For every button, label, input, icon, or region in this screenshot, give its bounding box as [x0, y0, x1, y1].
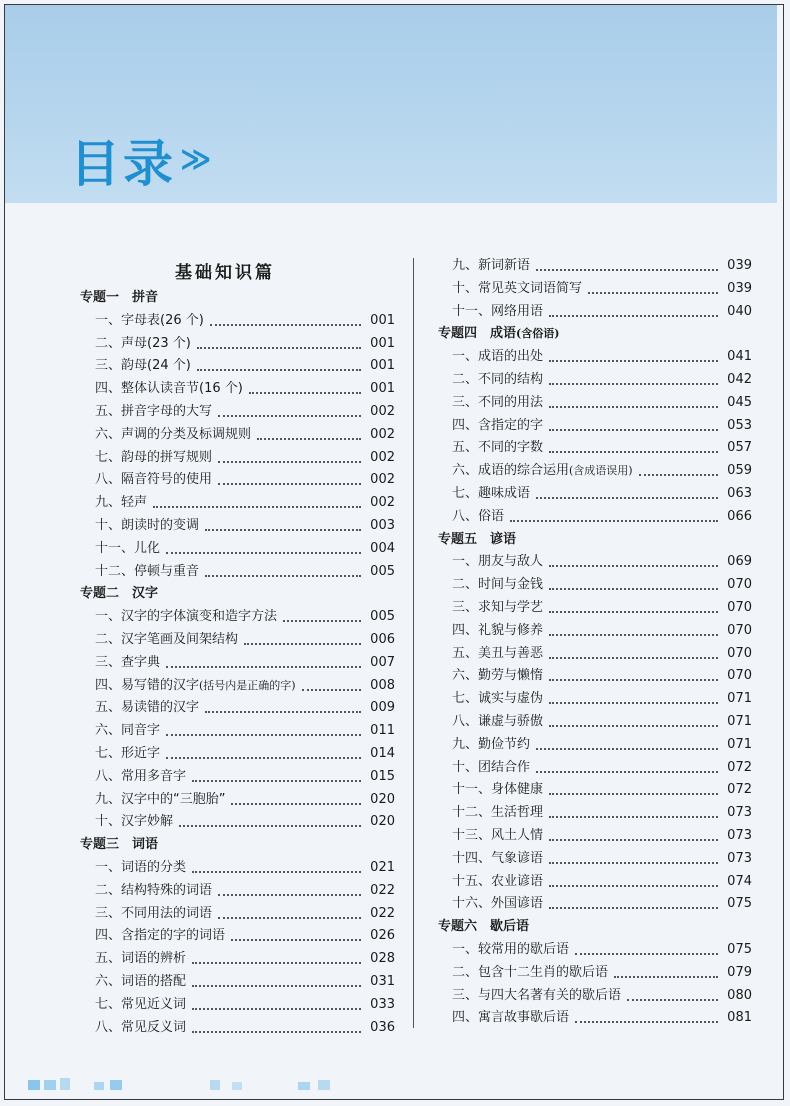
toc-entry — [95, 424, 395, 446]
toc-entry-label: 十三、风土人情 — [452, 828, 544, 843]
toc-entry-label: 九、轻声 — [95, 495, 148, 511]
toc-entry — [452, 369, 752, 391]
toc-page-number: 079 — [727, 964, 752, 980]
toc-entry — [95, 561, 395, 583]
dot-leader — [218, 894, 361, 896]
toc-entry — [95, 994, 395, 1016]
toc-entry — [95, 903, 395, 925]
toc-entry-label: 四、整体认读音节(16 个) — [95, 381, 243, 397]
dot-leader — [549, 588, 718, 590]
toc-entry-label: 八、谦虚与骄傲 — [452, 714, 544, 729]
toc-entry-label: 专题一 拼音 — [80, 290, 159, 305]
toc-entry — [452, 437, 752, 459]
toc-page-number: 070 — [727, 645, 752, 661]
page-title: 目录 — [70, 135, 176, 193]
toc-page-number: 072 — [727, 782, 752, 798]
toc-page-number: 036 — [370, 1019, 395, 1035]
toc-entry — [452, 962, 752, 984]
dot-leader — [549, 611, 718, 613]
toc-entry-label: 十一、网络用语 — [452, 303, 544, 319]
toc-entry — [95, 469, 395, 491]
dot-leader — [244, 643, 361, 645]
toc-entry — [452, 665, 752, 687]
toc-entry — [452, 415, 752, 437]
decorative-square — [110, 1080, 122, 1090]
toc-page-number: 021 — [370, 860, 395, 875]
dot-leader — [166, 757, 361, 759]
toc-page-number: 045 — [727, 394, 752, 410]
dot-leader — [192, 871, 361, 873]
toc-entry — [95, 971, 395, 993]
toc-entry-label: 二、结构特殊的词语 — [95, 882, 213, 898]
toc-page-number: 033 — [370, 996, 395, 1012]
toc-entry-label: 十二、停顿与重音 — [95, 563, 200, 579]
toc-entry-label: 十一、身体健康 — [452, 782, 544, 798]
toc-entry — [452, 506, 752, 528]
toc-entry-label: 九、勤俭节约 — [452, 736, 531, 752]
toc-page-number: 071 — [727, 691, 752, 707]
toc-entry-label: 四、礼貌与修养 — [452, 622, 544, 638]
toc-entry-label: 一、字母表(26 个) — [95, 312, 204, 328]
toc-entry-label: 十、常见英文词语简写 — [452, 280, 583, 296]
toc-page-number: 071 — [727, 714, 752, 729]
toc-entry-note: (含俗语) — [516, 327, 560, 341]
dot-leader — [231, 939, 361, 941]
toc-entry — [95, 766, 395, 788]
toc-entry-label: 专题三 词语 — [80, 837, 159, 853]
toc-entry — [95, 789, 395, 811]
toc-page-number: 008 — [370, 677, 395, 693]
decorative-square — [210, 1080, 220, 1090]
toc-entry — [452, 893, 752, 915]
toc-topic-heading — [80, 583, 395, 605]
dot-leader — [549, 816, 718, 818]
toc-entry-label: 七、形近字 — [95, 746, 161, 761]
dot-leader — [549, 839, 718, 841]
dot-leader — [549, 657, 718, 659]
dot-leader — [257, 438, 361, 440]
toc-entry-label: 四、含指定的字的词语 — [95, 928, 226, 944]
dot-leader — [549, 360, 718, 362]
toc-page-number: 002 — [370, 472, 395, 488]
toc-entry-label: 六、同音字 — [95, 723, 161, 739]
toc-entry — [95, 675, 395, 697]
toc-page-number: 073 — [727, 828, 752, 843]
toc-entry-label: 一、词语的分类 — [95, 860, 187, 875]
toc-entry-label: 三、查字典 — [95, 654, 161, 670]
toc-entry-note: (括号内是正确的字) — [199, 678, 296, 692]
dot-leader — [153, 506, 361, 508]
toc-entry-label: 二、包含十二生肖的歇后语 — [452, 964, 609, 980]
toc-topic-heading — [438, 529, 752, 551]
toc-entry-label: 二、时间与金钱 — [452, 577, 544, 593]
dot-leader — [192, 985, 361, 987]
toc-entry — [95, 697, 395, 719]
toc-page-number: 070 — [727, 600, 752, 615]
toc-entry-label: 七、诚实与虚伪 — [452, 691, 544, 707]
toc-page-number: 004 — [370, 540, 395, 556]
toc-entry-label: 八、隔音符号的使用 — [95, 472, 213, 488]
toc-entry — [95, 538, 395, 560]
toc-entry — [452, 392, 752, 414]
column-divider — [413, 258, 414, 1028]
toc-entry-label: 五、词语的辨析 — [95, 951, 187, 967]
section-heading: 基础知识篇 — [175, 263, 275, 283]
toc-page-number: 053 — [727, 417, 752, 433]
toc-entry — [452, 460, 752, 482]
dot-leader — [549, 315, 718, 317]
toc-entry — [452, 643, 752, 665]
dot-leader — [166, 552, 361, 554]
toc-entry-label: 八、常用多音字 — [95, 768, 187, 784]
decorative-square — [298, 1082, 310, 1090]
toc-entry — [452, 1007, 752, 1029]
toc-page-number: 002 — [370, 404, 395, 419]
toc-page-number: 066 — [727, 508, 752, 524]
toc-page-number: 039 — [727, 280, 752, 296]
dot-leader — [549, 406, 718, 408]
toc-entry — [452, 825, 752, 847]
toc-page-number: 006 — [370, 632, 395, 647]
toc-entry — [95, 652, 395, 674]
dot-leader — [205, 575, 361, 577]
toc-entry-label: 二、汉字笔画及间架结构 — [95, 632, 239, 647]
toc-entry-label: 八、俗语 — [452, 508, 505, 524]
toc-entry — [95, 857, 395, 879]
toc-page-number: 070 — [727, 668, 752, 684]
toc-entry-note: (含成语误用) — [569, 464, 633, 478]
toc-page-number: 026 — [370, 928, 395, 944]
toc-entry-label: 十二、生活哲理 — [452, 805, 544, 821]
toc-entry-label: 专题六 歇后语 — [438, 919, 530, 935]
dot-leader — [549, 725, 718, 727]
dot-leader — [536, 497, 718, 499]
toc-entry-label: 二、不同的结构 — [452, 372, 544, 387]
dot-leader — [549, 885, 718, 887]
toc-entry — [452, 551, 752, 573]
dot-leader — [549, 383, 718, 385]
toc-page-number: 075 — [727, 896, 752, 912]
toc-page-number: 031 — [370, 974, 395, 989]
toc-topic-heading — [438, 916, 752, 938]
toc-entry-label: 六、成语的综合运用 — [452, 463, 570, 479]
toc-page-number: 070 — [727, 622, 752, 638]
decorative-square — [94, 1082, 104, 1090]
toc-entry — [452, 301, 752, 323]
toc-page-number: 040 — [727, 303, 752, 319]
toc-page-number: 074 — [727, 873, 752, 889]
toc-page-number: 009 — [370, 700, 395, 716]
dot-leader — [575, 953, 718, 955]
dot-leader — [192, 1008, 361, 1010]
toc-page-number: 003 — [370, 518, 395, 533]
dot-leader — [588, 292, 718, 294]
toc-entry — [95, 492, 395, 514]
toc-page-number: 073 — [727, 850, 752, 866]
dot-leader — [549, 907, 718, 909]
toc-entry-label: 专题五 谚语 — [438, 531, 517, 547]
toc-topic-heading — [438, 323, 752, 345]
toc-entry-label: 一、汉字的字体演变和造字方法 — [95, 609, 278, 625]
toc-entry — [95, 401, 395, 423]
toc-entry — [452, 734, 752, 756]
toc-page-number: 072 — [727, 759, 752, 775]
toc-page-number: 028 — [370, 951, 395, 967]
toc-page-number: 020 — [370, 814, 395, 830]
toc-entry — [452, 597, 752, 619]
toc-entry — [452, 688, 752, 710]
toc-entry — [452, 278, 752, 300]
dot-leader — [549, 451, 718, 453]
toc-page-number: 022 — [370, 882, 395, 898]
dot-leader — [205, 711, 361, 713]
toc-entry-label: 六、勤劳与懒惰 — [452, 668, 544, 684]
toc-entry — [452, 779, 752, 801]
toc-page-number: 005 — [370, 609, 395, 625]
toc-entry-label: 四、含指定的字 — [452, 417, 544, 433]
toc-page-number: 014 — [370, 746, 395, 761]
toc-entry-label: 八、常见反义词 — [95, 1019, 187, 1035]
toc-page-number: 073 — [727, 805, 752, 821]
dot-leader — [283, 620, 361, 622]
toc-page-number: 081 — [727, 1010, 752, 1026]
toc-entry-label: 三、不同用法的词语 — [95, 905, 213, 921]
decorative-square — [232, 1082, 242, 1090]
dot-leader — [549, 679, 718, 681]
toc-page-number: 002 — [370, 449, 395, 465]
toc-entry — [95, 447, 395, 469]
toc-entry — [95, 948, 395, 970]
dot-leader — [210, 324, 361, 326]
toc-page-number: 001 — [370, 312, 395, 328]
toc-page-number: 075 — [727, 942, 752, 957]
decorative-square — [318, 1080, 330, 1090]
toc-entry-label: 三、韵母(24 个) — [95, 358, 191, 374]
toc-entry — [452, 757, 752, 779]
dot-leader — [218, 483, 361, 485]
toc-entry-label: 十、团结合作 — [452, 759, 531, 775]
dot-leader — [192, 962, 361, 964]
toc-entry — [452, 574, 752, 596]
toc-entry-label: 三、不同的用法 — [452, 394, 544, 410]
toc-entry-label: 一、朋友与敌人 — [452, 554, 544, 570]
dot-leader — [549, 793, 718, 795]
toc-entry — [95, 333, 395, 355]
toc-page-number: 001 — [370, 381, 395, 397]
dot-leader — [249, 392, 361, 394]
toc-page-number: 057 — [727, 440, 752, 456]
toc-topic-heading — [80, 834, 395, 856]
toc-page-number: 070 — [727, 577, 752, 593]
toc-entry — [452, 620, 752, 642]
toc-entry-label: 十、朗读时的变调 — [95, 518, 200, 533]
dot-leader — [549, 862, 718, 864]
toc-page-number: 071 — [727, 736, 752, 752]
dot-leader — [549, 429, 718, 431]
toc-entry-label: 三、与四大名著有关的歇后语 — [452, 987, 622, 1003]
toc-entry — [452, 802, 752, 824]
toc-entry-label: 三、求知与学艺 — [452, 600, 544, 615]
toc-page-number: 041 — [727, 349, 752, 365]
toc-topic-heading — [80, 287, 395, 309]
toc-page-number: 039 — [727, 258, 752, 273]
toc-entry-label: 专题四 成语 — [438, 326, 517, 342]
toc-entry-label: 七、韵母的拼写规则 — [95, 449, 213, 465]
dot-leader — [575, 1021, 718, 1023]
toc-entry-label: 一、较常用的歇后语 — [452, 942, 570, 957]
toc-entry-label: 六、词语的搭配 — [95, 974, 187, 989]
toc-entry — [452, 711, 752, 733]
dot-leader — [218, 917, 361, 919]
dot-leader — [536, 269, 718, 271]
toc-entry-label: 十六、外国谚语 — [452, 896, 544, 912]
dot-leader — [302, 689, 361, 691]
toc-entry — [452, 848, 752, 870]
toc-entry-label: 五、美丑与善恶 — [452, 645, 544, 661]
dot-leader — [536, 771, 718, 773]
toc-entry — [95, 743, 395, 765]
toc-entry — [95, 720, 395, 742]
decorative-square — [60, 1078, 70, 1090]
dot-leader — [549, 702, 718, 704]
toc-entry-label: 二、声母(23 个) — [95, 335, 191, 351]
toc-page-number: 020 — [370, 791, 395, 807]
dot-leader — [205, 529, 361, 531]
dot-leader — [614, 976, 718, 978]
toc-entry-label: 十五、农业谚语 — [452, 873, 544, 889]
toc-entry-label: 七、趣味成语 — [452, 486, 531, 501]
toc-page-number: 063 — [727, 486, 752, 501]
dot-leader — [639, 474, 718, 476]
toc-page-number: 011 — [370, 723, 395, 739]
toc-page-number: 069 — [727, 554, 752, 570]
toc-entry — [452, 985, 752, 1007]
toc-page-number: 002 — [370, 495, 395, 511]
toc-entry-label: 十四、气象谚语 — [452, 850, 544, 866]
toc-entry — [95, 925, 395, 947]
toc-entry-label: 五、不同的字数 — [452, 440, 544, 456]
toc-page-number: 059 — [727, 463, 752, 479]
dot-leader — [536, 748, 718, 750]
toc-page-number: 080 — [727, 987, 752, 1003]
toc-entry-label: 九、新词新语 — [452, 258, 531, 273]
toc-entry — [452, 939, 752, 961]
toc-page-number: 042 — [727, 372, 752, 387]
toc-entry — [95, 310, 395, 332]
dot-leader — [197, 369, 361, 371]
toc-entry-label: 四、易写错的汉字 — [95, 677, 200, 693]
decorative-square — [44, 1080, 56, 1090]
toc-page-number: 007 — [370, 654, 395, 670]
toc-entry-label: 五、拼音字母的大写 — [95, 404, 213, 419]
toc-entry-label: 七、常见近义词 — [95, 996, 187, 1012]
dot-leader — [218, 461, 361, 463]
dot-leader — [192, 1031, 361, 1033]
toc-page-number: 001 — [370, 335, 395, 351]
dot-leader — [510, 520, 718, 522]
toc-page-number: 022 — [370, 905, 395, 921]
double-chevron-right-icon: ≫ — [180, 142, 208, 177]
decorative-square — [28, 1080, 40, 1090]
toc-entry — [452, 871, 752, 893]
toc-entry — [95, 811, 395, 833]
toc-entry — [95, 629, 395, 651]
dot-leader — [197, 347, 361, 349]
toc-entry — [95, 880, 395, 902]
toc-entry — [452, 483, 752, 505]
toc-entry-label: 专题二 汉字 — [80, 586, 159, 602]
toc-entry-label: 四、寓言故事歇后语 — [452, 1010, 570, 1026]
toc-page-number: 002 — [370, 426, 395, 442]
toc-page-number: 015 — [370, 768, 395, 784]
dot-leader — [166, 734, 361, 736]
toc-entry — [452, 346, 752, 368]
toc-entry — [95, 378, 395, 400]
toc-page-number: 005 — [370, 563, 395, 579]
toc-entry — [95, 606, 395, 628]
toc-entry — [95, 355, 395, 377]
dot-leader — [231, 803, 361, 805]
toc-entry — [452, 255, 752, 277]
dot-leader — [192, 780, 361, 782]
toc-entry-label: 九、汉字中的“三胞胎” — [95, 791, 226, 807]
dot-leader — [549, 634, 718, 636]
toc-entry — [95, 515, 395, 537]
toc-page-number: 001 — [370, 358, 395, 374]
toc-entry-label: 一、成语的出处 — [452, 349, 544, 365]
toc-entry-label: 十一、儿化 — [95, 540, 161, 556]
toc-entry-label: 五、易读错的汉字 — [95, 700, 200, 716]
dot-leader — [179, 825, 361, 827]
toc-entry-label: 六、声调的分类及标调规则 — [95, 426, 252, 442]
dot-leader — [166, 666, 361, 668]
dot-leader — [627, 999, 718, 1001]
toc-entry-label: 十、汉字妙解 — [95, 814, 174, 830]
dot-leader — [549, 565, 718, 567]
toc-entry — [95, 1017, 395, 1039]
dot-leader — [218, 415, 361, 417]
